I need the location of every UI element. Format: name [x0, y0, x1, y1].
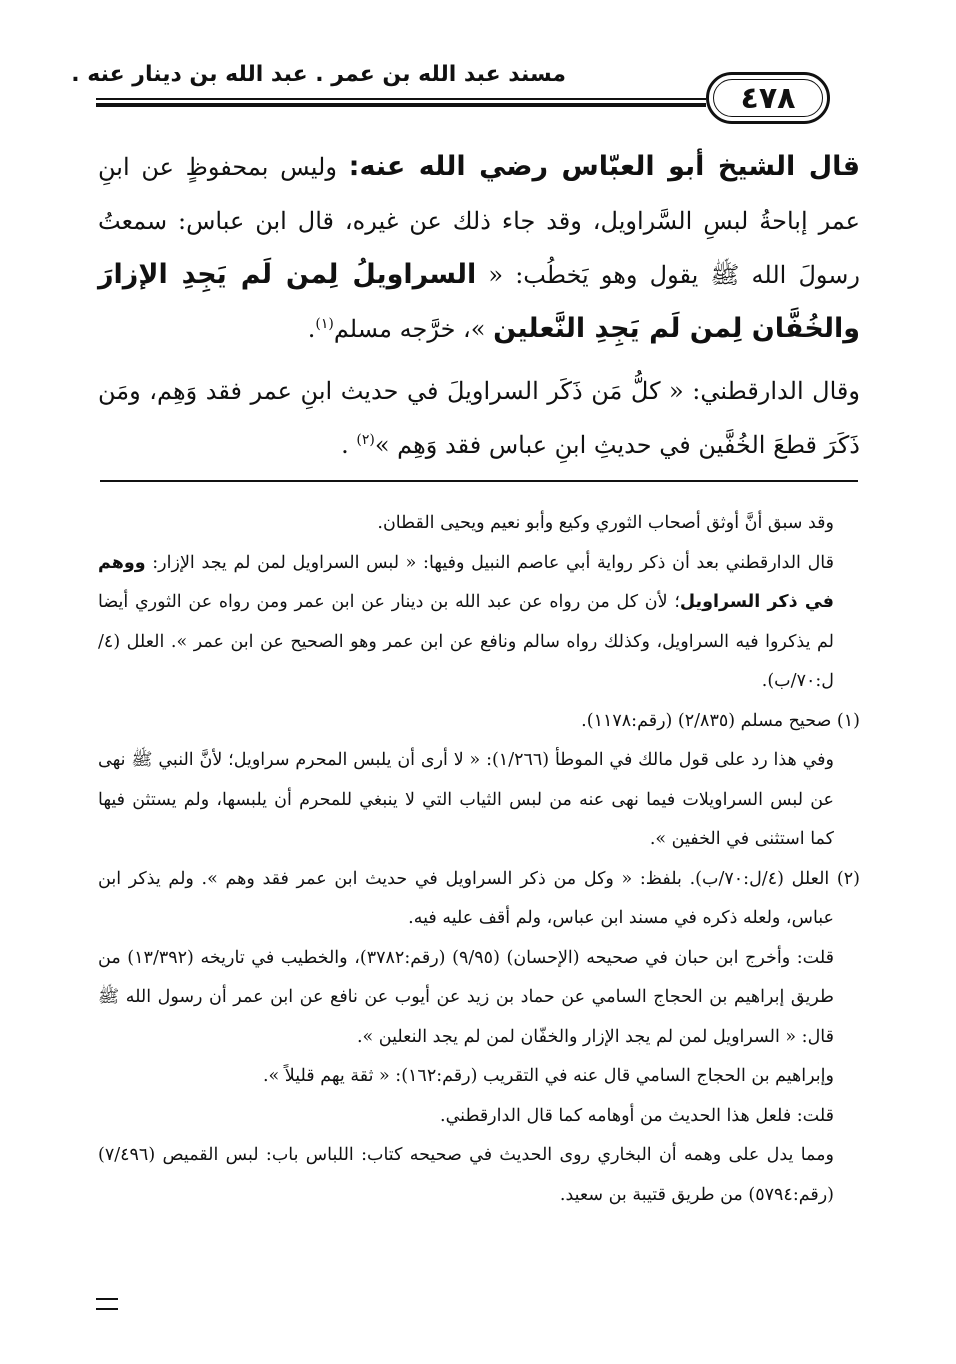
paragraph-text: وليس بمحفوظٍ عن ابنِ عمر إباحةُ لبسِ السَّراويل، وقد جاء ذلك عن غيره، قال ابن عباس: سمعتُ رسولَ الله ﷺ يقول وهو يَخطُب: «	[98, 153, 860, 289]
header-rule-thick	[96, 103, 706, 107]
footnote-2-comment: قلت: فلعل هذا الحديث من أوهامه كما قال الدارقطني.	[440, 1105, 834, 1126]
paragraph-text: .	[341, 431, 357, 459]
continuation-mark	[96, 1298, 118, 1310]
header-rule	[96, 98, 706, 100]
footnote-2-comment: وإبراهيم بن الحجاج السامي قال عنه في التقريب (رقم:١٦٢): « ثقة يهم قليلاً ».	[262, 1066, 834, 1086]
footnote-1-comment: وفي هذا رد على قول مالك في الموطأ (١/٢٦٦): « لا أرى أن يلبس المحرم سراويل؛ لأنَّ النبي ﷺ نهى عن لبس السراويلات فيما نهى عنه من لبس الثياب التي لا ينبغي للمحرم أن يلبسها، ولم يستثن فيها كما استثنى في الخفين ».	[98, 750, 834, 849]
running-title: مسند عبد الله بن عمر . عبد الله بن دينار عنه .	[71, 62, 566, 87]
footnote-2-comment: ومما يدل على وهمه أن البخاري روى الحديث في صحيحه كتاب: اللباس باب: لبس القميص (٧/٤٩٦) (رقم:٥٧٩٤) من طريق قتيبة بن سعيد.	[98, 1145, 834, 1205]
footnote-separator	[100, 480, 858, 482]
paragraph-lead: قال الشيخ أبو العبّاس رضي الله عنه:	[348, 151, 860, 182]
footnote-marker[interactable]: (١)	[315, 316, 334, 332]
note-emphasis: ووهم في ذكر السراويل	[98, 552, 834, 612]
footnote-1: (١) صحيح مسلم (٢/٨٣٥) (رقم:١١٧٨).	[581, 710, 860, 731]
page-number: ٤٧٨	[740, 80, 796, 116]
note-continuation: وقد سبق أنَّ أوثق أصحاب الثوري وكيع وأبو نعيم ويحيى القطان.	[377, 513, 834, 533]
paragraph-1	[98, 140, 860, 356]
hadith-quote: السراويلُ لِمن لَم يَجِدِ الإزارَ والخُفَّان لِمن لَم يَجِدِ النَّعلين	[98, 259, 860, 344]
note-continuation	[98, 544, 860, 702]
note-text: ؛ لأن كل من رواه عن عبد الله بن دينار عن ابن عمر ومن رواه عن الثوري أيضا لم يذكروا فيه السراويل، وكذلك رواه سالم ونافع عن ابن عمر وهو الصحيح عن ابن عمر ». العلل (٤/ل:٧٠/ب).	[98, 592, 834, 691]
page-number-badge	[706, 72, 830, 124]
paragraph-text: »، خرَّجه مسلم	[333, 315, 494, 343]
paragraph-text: .	[307, 315, 316, 343]
paragraph-2	[98, 364, 860, 472]
main-text	[98, 140, 860, 472]
paragraph-text: وقال الدارقطني: « كلُّ مَن ذَكَر السراويلَ في حديث ابنِ عمر فقد وَهِم، ومَن ذَكَرَ قطعَ الخُفَّين في حديثِ ابنِ عباس فقد وَهِم »	[98, 377, 860, 459]
note-text: قال الدارقطني بعد أن ذكر رواية أبي عاصم النبيل وفيها: « لبس السراويل لمن لم يجد الإزار:	[145, 552, 834, 573]
footnote-2-comment: قلت: وأخرج ابن حبان في صحيحه (الإحسان) (٩/٩٥) (رقم:٣٧٨٢)، والخطيب في تاريخه (١٣/٣٩٢) من طريق إبراهيم بن الحجاج السامي عن حماد بن زيد عن أيوب عن نافع عن ابن عمر أن رسول الله ﷺ قال: « السراويل لمن لم يجد الإزار والخفّان لمن لم يجد النعلين ».	[98, 947, 834, 1047]
page-header	[71, 52, 866, 124]
footnote-marker[interactable]: (٢)	[356, 432, 375, 448]
footnote-2: (٢) العلل (٤/ل:٧٠/ب). بلفظ: « وكل من ذكر السراويل في حديث ابن عمر فقد وهم ». ولم يذكر ابن عباس، ولعله ذكره في مسند ابن عباس، ولم أقف عليه فيه.	[98, 868, 860, 928]
footnotes	[98, 504, 860, 1215]
